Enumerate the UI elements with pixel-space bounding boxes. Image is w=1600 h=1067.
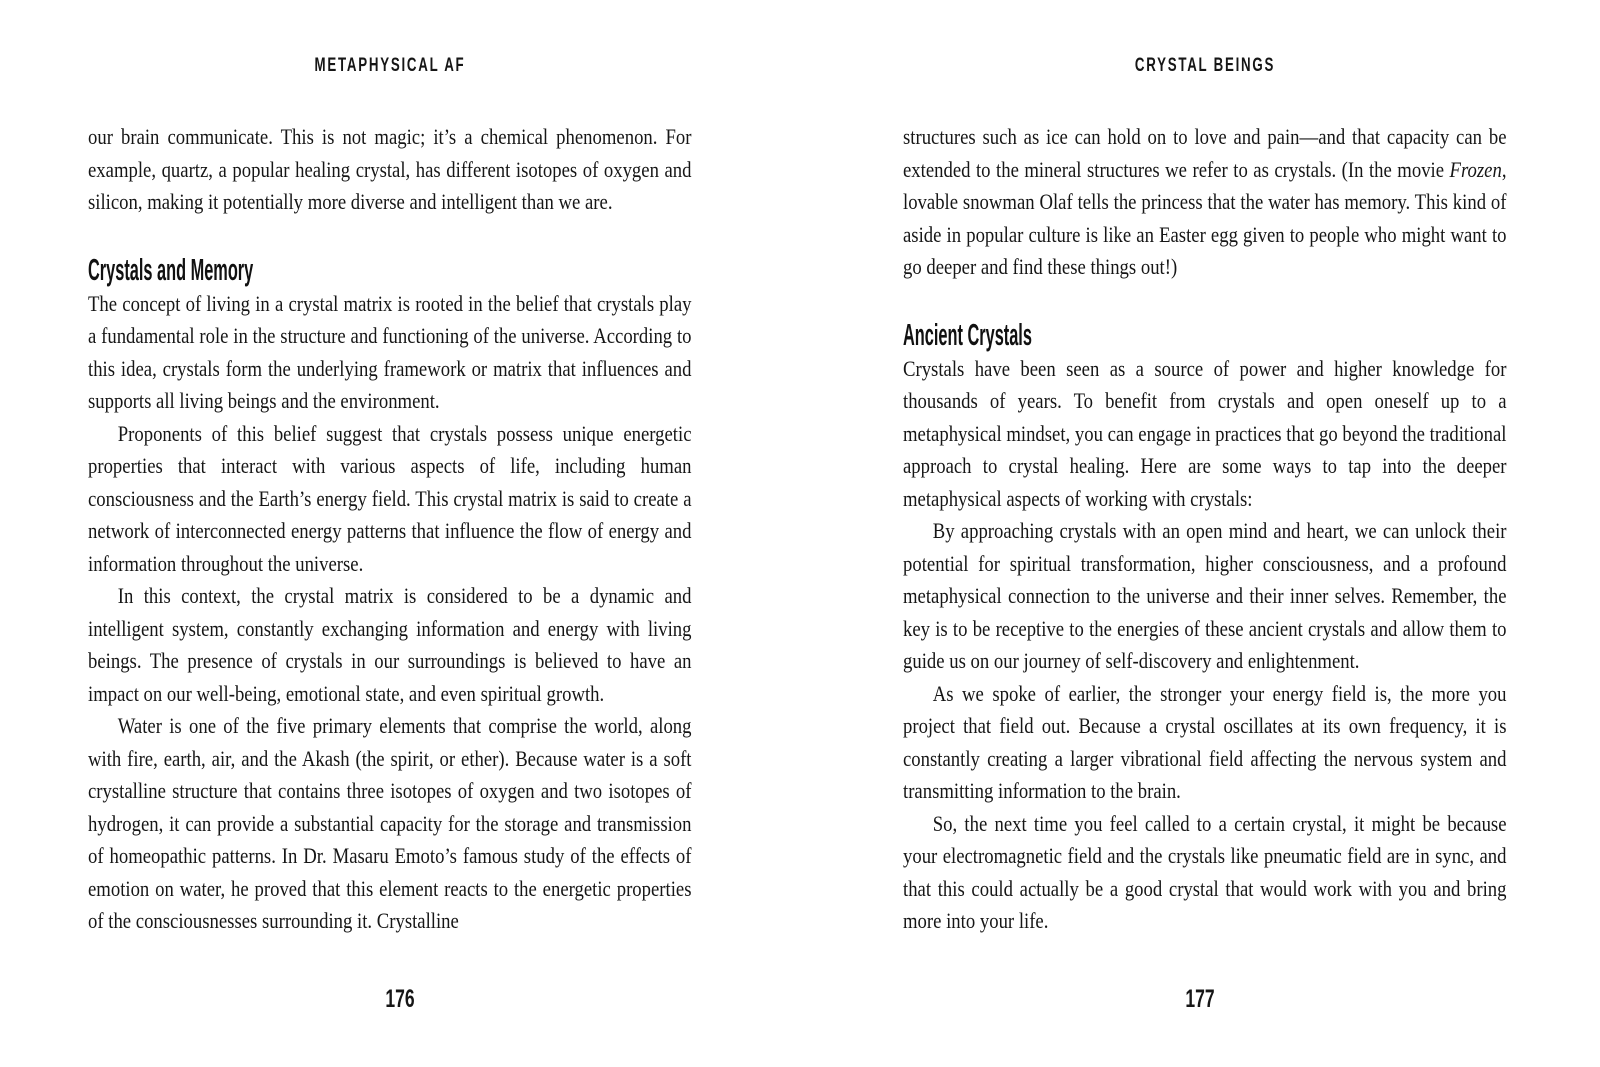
text-run: Proponents of this belief suggest that crystals possess unique energetic properties that interact with various aspects of life, including human consciousness and the Earth’s energy field. This crystal matrix is said to create a network of interconnected energy patterns that influence the flow of energy and information throughout the universe. <box>88 420 692 576</box>
page-number: 176 <box>385 985 415 1013</box>
running-header: METAPHYSICAL AF <box>314 55 466 76</box>
text-run: , lovable snowman Olaf tells the princess that the water has memory. This kind of aside in popular culture is like an Easter egg given to people who might want to go deeper and find these things out!) <box>903 156 1507 279</box>
section-heading: Ancient Crystals <box>903 316 1032 352</box>
italic-text-run: Frozen <box>1449 156 1502 182</box>
text-run: Crystals have been seen as a source of power and higher knowledge for thousands of years. To benefit from crystals and open oneself up to a metaphysical mindset, you can engage in practices that go beyond the traditional approach to crystal healing. Here are some ways to tap into the deeper metaphysical aspects of working with crystals: <box>903 355 1507 511</box>
text-run: By approaching crystals with an open mind and heart, we can unlock their potential for spiritual transformation, higher consciousness, and a profound metaphysical connection to the universe and their inner selves. Remember, the key is to be receptive to the energies of these ancient crystals and allow them to guide us on our journey of self-discovery and enlightenment. <box>903 518 1507 673</box>
text-run: our brain communicate. This is not magic; it’s a chemical phenomenon. For example, quartz, a popular healing crystal, has different isotopes of oxygen and silicon, making it potentially more diverse and intelligent than we are. <box>88 124 692 214</box>
text-run: The concept of living in a crystal matrix is rooted in the belief that crystals play a fundamental role in the structure and functioning of the universe. According to this idea, crystals form the underlying framework or matrix that influences and supports all living beings and the environment. <box>88 290 692 413</box>
text-run: In this context, the crystal matrix is considered to be a dynamic and intelligent system, constantly exchanging information and energy with living beings. The presence of crystals in our surroundings is believed to have an impact on our well-being, emotional state, and even spiritual growth. <box>88 583 692 706</box>
page-number: 177 <box>1185 985 1215 1013</box>
right-page <box>800 0 1600 1067</box>
paragraph <box>903 353 1507 516</box>
section-heading: Crystals and Memory <box>88 251 254 287</box>
paragraph <box>88 418 692 581</box>
paragraph <box>903 678 1507 808</box>
paragraph <box>903 121 1507 284</box>
paragraph <box>88 710 692 938</box>
paragraph <box>88 580 692 710</box>
left-text-column <box>88 121 692 938</box>
text-run: Water is one of the five primary elements that comprise the world, along with fire, earth, air, and the Akash (the spirit, or ether). Because water is a soft crystalline structure that contains three isotopes of oxygen and two isotopes of hydrogen, it can provide a substantial capacity for the storage and transmission of homeopathic patterns. In Dr. Masaru Emoto’s famous study of the effects of emotion on water, he proved that this element reacts to the energetic properties of the consciousnesses surrounding it. Crystalline <box>88 713 692 933</box>
paragraph <box>88 121 692 219</box>
running-header: CRYSTAL BEINGS <box>1134 55 1276 76</box>
paragraph <box>903 808 1507 938</box>
text-run: As we spoke of earlier, the stronger your energy field is, the more you project that field out. Because a crystal oscillates at its own frequency, it is constantly creating a larger vibrational field affecting the nervous system and transmitting information to the brain. <box>903 680 1507 803</box>
right-text-column <box>903 121 1507 938</box>
text-run: structures such as ice can hold on to love and pain—and that capacity can be extended to the mineral structures we refer to as crystals. (In the movie <box>903 124 1507 182</box>
paragraph <box>88 288 692 418</box>
paragraph <box>903 515 1507 678</box>
text-run: So, the next time you feel called to a certain crystal, it might be because your electromagnetic field and the crystals like pneumatic field are in sync, and that this could actually be a good crystal that would work with you and bring more into your life. <box>903 810 1507 933</box>
